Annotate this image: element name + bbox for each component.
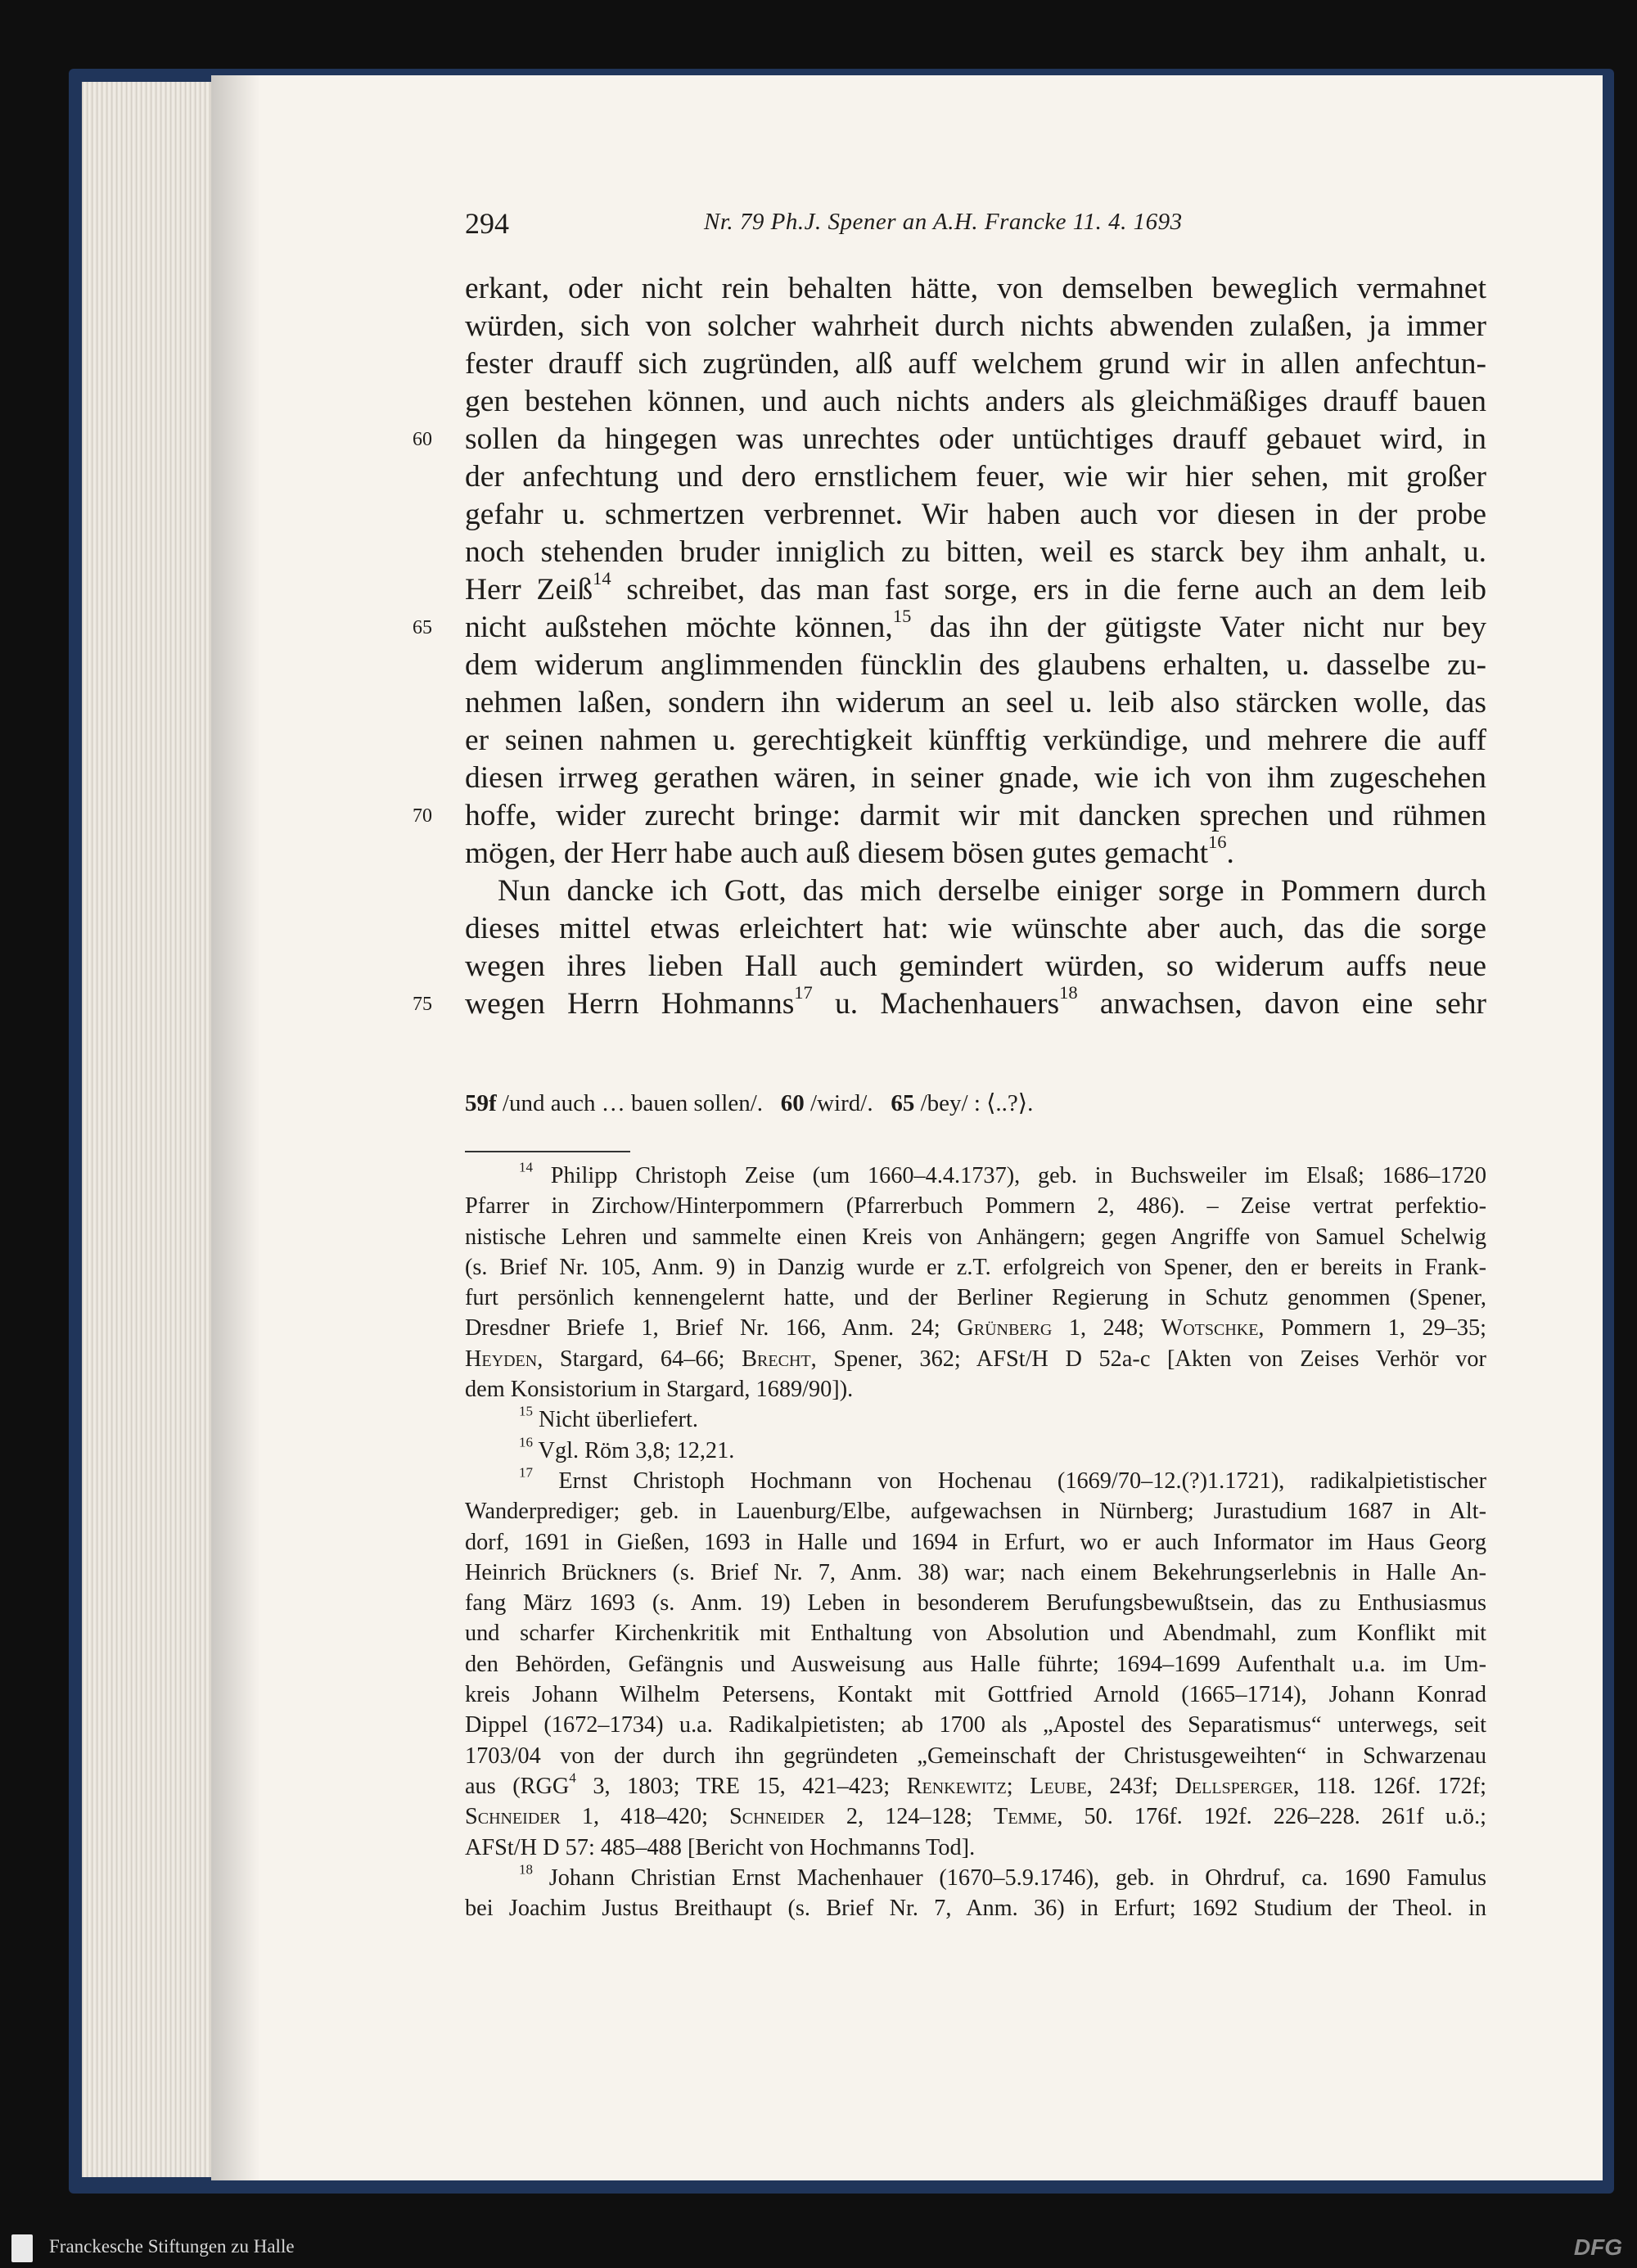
apparatus-text: /und auch … bauen sollen/. — [502, 1090, 764, 1116]
footnote-line: bei Joachim Justus Breithaupt (s. Brief Nr. 7, Anm. 36) in Erfurt; 1692 Studium der Theol. in — [465, 1896, 1486, 1922]
footnote-line: Pfarrer in Zirchow/Hinterpommern (Pfarrerbuch Pommern 2, 486). – Zeise vertrat perfektio- — [465, 1193, 1486, 1220]
footnote-ref[interactable]: 16 — [1208, 832, 1227, 852]
running-title: Nr. 79 Ph.J. Spener an A.H. Francke 11. 4. 1693 — [704, 209, 1183, 235]
text-line: 70 hoffe, wider zurecht bringe: darmit wir mit dancken sprechen und rühmen — [465, 797, 1486, 835]
page-gutter-shadow — [211, 75, 260, 2180]
page-header — [465, 206, 1277, 247]
critical-apparatus — [465, 1089, 1486, 1117]
footnote-line: (s. Brief Nr. 105, Anm. 9) in Danzig wurde er z.T. erfolgreich von Spener, den er bereits in Frank- — [465, 1254, 1486, 1280]
apparatus-ref: 60 — [780, 1090, 805, 1116]
footnote-ref[interactable]: 17 — [794, 982, 813, 1003]
footnote-line: den Behörden, Gefängnis und Ausweisung aus Halle führte; 1694–1699 Aufenthalt u.a. im Um- — [465, 1651, 1486, 1677]
line-number: 65 — [413, 617, 432, 638]
apparatus-ref: 59f — [465, 1090, 497, 1116]
text-line: wegen ihres lieben Hall auch gemindert würden, so widerum auffs neue — [465, 949, 1486, 983]
footnote-line: dorf, 1691 in Gießen, 1693 in Halle und 1694 in Erfurt, wo er auch Informator im Haus Georg — [465, 1529, 1486, 1555]
text-line: Herr Zeiß$^{14}$ schreibet, das man fast sorge, ers in die ferne auch an dem leib — [465, 568, 1487, 606]
apparatus-text: /bey/ : ⟨..?⟩. — [920, 1090, 1034, 1116]
text-line: 60 sollen da hingegen was unrechtes oder untüchtiges drauff gebauet wird, in — [465, 421, 1486, 458]
footnote-line: und scharfer Kirchenkritik mit Enthaltung von Absolution und Abendmahl, zum Konflikt mit — [465, 1621, 1486, 1647]
text-line: 75 wegen Herrn Hohmanns$^{17}$ u. Machenhauers$^{18}$ anwachsen, davon eine sehr — [465, 985, 1486, 1023]
footnote-line: Heyden, Stargard, 64–66; Brecht, Spener, 362; AFSt/H D 52a-c [Akten von Zeises Verhör vor — [465, 1346, 1486, 1372]
institution-name[interactable]: Franckesche Stiftungen zu Halle — [49, 2236, 295, 2257]
footnote-line: Wanderprediger; geb. in Lauenburg/Elbe, aufgewachsen in Nürnberg; Jurastudium 1687 in Alt- — [465, 1499, 1486, 1525]
dfg-logo: DFG — [1573, 2234, 1622, 2260]
line-number: 70 — [413, 805, 432, 827]
page-number: 294 — [465, 207, 509, 240]
footnote-18: $^{18}$ Johann Christian Ernst Machenhauer (1670–5.9.1746), geb. in Ohrdruf, ca. 1690 Famulus — [519, 1861, 1487, 1891]
footnote-line: Dresdner Briefe 1, Brief Nr. 166, Anm. 24; Grünberg 1, 248; Wotschke, Pommern 1, 29–35; — [465, 1315, 1486, 1341]
line-number: 60 — [413, 429, 432, 450]
footnote-line: Schneider 1, 418–420; Schneider 2, 124–128; Temme, 50. 176f. 192f. 226–228. 261f u.ö.; — [465, 1804, 1487, 1830]
apparatus-ref: 65 — [891, 1090, 915, 1116]
text-line: Nun dancke ich Gott, das mich derselbe einiger sorge in Pommern durch — [498, 874, 1486, 908]
footnote-line: Dippel (1672–1734) u.a. Radikalpietisten; ab 1700 als „Apostel des Separatismus“ unterwegs, seit — [465, 1712, 1486, 1738]
footnote-rule — [465, 1151, 630, 1152]
text-line: gefahr u. schmertzen verbrennet. Wir haben auch vor diesen in der probe — [465, 498, 1486, 531]
page-edges — [82, 82, 229, 2177]
line-number: 75 — [413, 994, 432, 1015]
footnote-line: dem Konsistorium in Stargard, 1689/90]). — [465, 1377, 854, 1403]
text-line: noch stehenden bruder inniglich zu bitten, weil es starck bey ihm anhalt, u. — [465, 535, 1486, 569]
text-line: würden, sich von solcher wahrheit durch nichts abwenden zulaßen, ja immer — [465, 309, 1486, 343]
footnote-line: nistische Lehren und sammelte einen Kreis von Anhängern; gegen Angriffe von Samuel Schelwig — [465, 1224, 1486, 1250]
footnote-14: $^{14}$ Philipp Christoph Zeise (um 1660–4.4.1737), geb. in Buchsweiler im Elsaß; 1686–1720 — [519, 1159, 1486, 1188]
footnote-line: furt persönlich kennengelernt hatte, und der Berliner Regierung in Schutz genommen (Spener, — [465, 1285, 1486, 1311]
text-line: dem widerum anglimmenden füncklin des glaubens erhalten, u. dasselbe zu- — [465, 648, 1486, 682]
text-line: mögen, der Herr habe auch auß diesem bösen gutes gemacht$^{16}$. — [465, 832, 1234, 870]
viewer-footer — [0, 2231, 1637, 2268]
footnote-17: $^{17}$ Ernst Christoph Hochmann von Hochenau (1669/70–12.(?)1.1721), radikalpietistischer — [519, 1464, 1487, 1494]
footnote-16: $^{16}$ Vgl. Röm 3,8; 12,21. — [519, 1434, 735, 1463]
footnote-line: Heinrich Brückners (s. Brief Nr. 7, Anm. 38) war; nach einem Bekehrungserlebnis in Halle An- — [465, 1559, 1486, 1585]
text-line: er seinen nahmen u. gerechtigkeit künfftig verkündige, und mehrere die auff — [465, 724, 1486, 757]
footnote-ref[interactable]: 14 — [593, 568, 611, 588]
apparatus-text: /wird/. — [810, 1090, 873, 1116]
footnote-line: 1703/04 von der durch ihn gegründeten „Gemeinschaft der Christusgeweihten“ in Schwarzenau — [465, 1743, 1486, 1769]
institution-logo-icon — [11, 2234, 33, 2262]
text-line: der anfechtung und dero ernstlichem feuer, wie wir hier sehen, mit großer — [465, 460, 1486, 494]
text-line: dieses mittel etwas erleichtert hat: wie wünschte aber auch, das die sorge — [465, 912, 1486, 945]
footnote-line: kreis Johann Wilhelm Petersens, Kontakt mit Gottfried Arnold (1665–1714), Johann Konrad — [465, 1682, 1486, 1708]
footnote-15: $^{15}$ Nicht überliefert. — [519, 1403, 698, 1433]
footnote-line: aus (RGG$^4$ 3, 1803; TRE 15, 421–423; Renkewitz; Leube, 243f; Dellsperger, 118. 126f. 172f; — [465, 1770, 1486, 1799]
text-line: erkant, oder nicht rein behalten hätte, von demselben beweglich vermahnet — [465, 272, 1486, 305]
text-line: 65 nicht außstehen möchte können,$^{15}$ das ihn der gütigste Vater nicht nur bey — [465, 609, 1486, 647]
footnote-line: AFSt/H D 57: 485–488 [Bericht von Hochmanns Tod]. — [465, 1834, 976, 1860]
text-line: gen bestehen können, und auch nichts anders als gleichmäßiges drauff bauen — [465, 385, 1486, 418]
text-line: fester drauff sich zugründen, alß auff welchem grund wir in allen anfechtun- — [465, 347, 1486, 381]
footnote-ref[interactable]: 18 — [1059, 982, 1078, 1003]
footnote-ref[interactable]: 15 — [892, 606, 912, 626]
footnotes — [465, 1161, 1486, 1923]
main-text — [413, 270, 1487, 1023]
text-line: diesen irrweg gerathen wären, in seiner gnade, wie ich von ihm zugeschehen — [465, 761, 1486, 795]
footnote-line: fang März 1693 (s. Anm. 19) Leben in besonderem Berufungsbewußtsein, das zu Enthusiasmus — [465, 1590, 1486, 1616]
text-line: nehmen laßen, sondern ihn widerum an seel u. leib also stärcken wolle, das — [465, 686, 1486, 719]
